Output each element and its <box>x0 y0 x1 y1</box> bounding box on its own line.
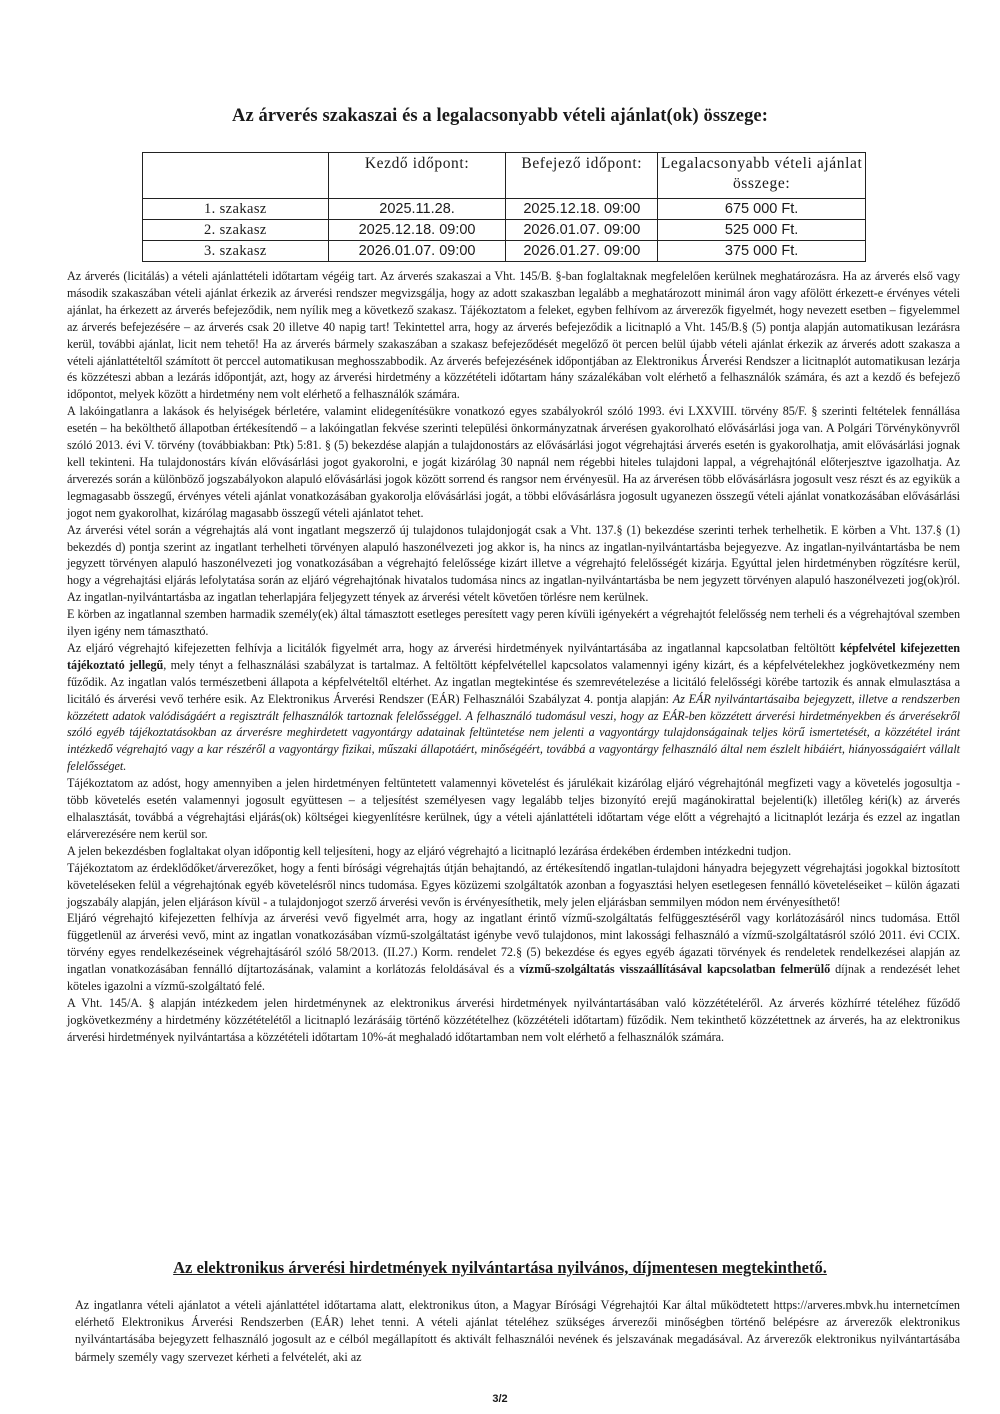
table-header-row <box>143 153 866 199</box>
paragraph-preemption-rights: A lakóingatlanra a lakások és helyiségek bérletére, valamint elidegenítésükre vonatkozó egyes szabályokról szóló 1993. évi LXXVIII. törvény 85/F. § szerinti feltételek fennállása esetén – ha bekölthető állapotban értékesítendő – a lakóingatlan fekvése szerinti települési önkormányzatnak árverésen gyakorolható elővásárlási joga van. A Polgári Törvénykönyvről szóló 2013. évi V. törvény (továbbiakban: Ptk) 5:81. § (5) bekezdése alapján a tulajdonostárs az elővásárlási jogot végrehajtási árverés esetén is gyakorolhatja, amit elővásárlási jognak kell tekinteni. Ha tulajdonostárs kíván elővásárlási jogot gyakorolni, e jogát kizárólag 30 napnál nem régebbi hiteles tulajdoni lappal, a végrehajtónál előterjesztve igazolhatja. Az árverezés során a különböző jogszabályokon alapuló elővásárlási jogok között sorrend és rangsor nem érvényesül. Ha az árverésen több elővásárlásra jogosult vesz részt és az egyikük a legmagasabb összegű, érvényes vételi ajánlat vonatkozásában gyakorolja elővásárlási jogát, a többi elővásárlásra jogosult ugyanezen összegű vételi ajánlat vonatkozásában elővásárlási jogot nem gyakorolhat, kizárólag magasabb összegű vételi ajánlatot tehet. <box>67 404 960 520</box>
paragraph-water-utility <box>67 910 960 995</box>
paragraph-other-claims: Tájékoztatom az érdeklődőket/árverezőket, hogy a fenti bírósági végrehajtás útján behajtandó, az értékesítendő ingatlan-tulajdoni hányadra bejegyzett végrehajtási jogokkal biztosított követeléseken felül a végrehajtónak egyéb követelésről nincs tudomása. Egyes közüzemi szolgáltatók azonban a fogyasztási helyen esetlegesen fennálló követeléseiket – külön ágazati jogszabály alapján, jelen eljáráson kívül - a tulajdonjogot szerző árverési vevőn is érvényesíthetik, mely jelen eljárásban semmilyen módon nem érvényesíthető! <box>67 860 960 909</box>
stage-start: 2026.01.07. 09:00 <box>328 241 506 262</box>
paragraph-auction-duration: Az árverés (licitálás) a vételi ajánlattételi időtartam végéig tart. Az árverés szakaszai a Vht. 145/B. §-ban foglaltaknak megfelelően kerülnek meghatározásra. Ha az árverés első vagy második szakaszában vételi ajánlat érkezik az árverési rendszer megvizsgálja, hogy az adott szakaszban legalább a meghatározott minimál áron vagy afölött érkezett-e érvényes vételi ajánlat, ha érkezett az árverés befejeződik, nem nyílik meg a következő szakasz. Tájékoztatom a feleket, egyben felhívom az árverezők figyelmét, hogy nevezett esetben – figyelemmel az árverés befejezésére – az árverés csak 20 illetve 40 napig tart! Tekintettel arra, hogy az árverés befejeződik a licitnapló a Vht. 145/B.§ (5) pontja alapján automatikusan lezárásra kerül, további ajánlat, licit nem tehető! Ha az árverés bármely szakaszában a szakasz befejeződését megelőző öt percen belül újabb vételi ajánlat érkezik az árverés adott szakasza a vételi ajánlattételtől számított öt perccel automatikusan meghosszabbodik. Az árverés befejezésének időpontjában az Elektronikus Árverési Rendszer a licitnaplót automatikusan lezárja és közzéteszi abban a lezárás időpontját, azt, hogy az árverési hirdetmény a közzétételi időtartam hány százalékában volt elérhető a felhasználók számára, és azt a kezdő és befejező időpontot, melyek között a hirdetmény nem volt elérhető a felhasználók számára. <box>67 269 960 402</box>
text-run-bold: vízmű-szolgáltatás visszaállításával kapcsolatban felmerülő <box>519 962 831 977</box>
stage-start: 2025.12.18. 09:00 <box>328 220 506 241</box>
paragraph-third-party-claims: E körben az ingatlannal szemben harmadik személy(ek) által támasztott esetleges peresített vagy peren kívüli igényekért a végrehajtót felelősség nem terheli és a végrehajtóval szemben ilyen igény nem támasztható. <box>67 607 960 639</box>
stage-label: 2. szakasz <box>143 220 329 241</box>
document-body <box>67 268 960 1046</box>
stage-amount: 525 000 Ft. <box>658 220 866 241</box>
text-run-italic: Az EÁR nyilvántartásaiba bejegyzett, illetve a rendszerben közzétett adatok valódiságáért a regisztrált felhasználók tartoznak felelősséggel. A felhasználó tudomásul veszi, hogy az EÁR-ben közzétett árverési hirdetményekben és árverésekről szóló egyéb tájékoztatásokban az árverésre meghirdetett vagyontárgy adatainak feltüntetése nem jelenti a vagyontárgy tulajdonságainak teljes körű ismertetését, a közzététel iránt intézkedő végrehajtó vagy a kar részéről a vagyontárgy fizikai, műszaki állapotáért, minőségéért, továbbá a vagyontárgy felhasználó által nem észlelt hibáiért, hiányosságaiért vállalt felelősséget. <box>67 691 960 774</box>
paragraph-images-notice <box>67 640 960 775</box>
auction-stages-table <box>142 152 866 262</box>
text-run: , mely tényt a felhasználási szabályzat is tartalmaz. A feltöltött képfelvétellel kapcsolatos valamennyi igény kizárt, és a képfelvételekhez jogkövetkezmény nem fűződik. Az ingatlan valós természetbeni állapota a képfelvételtől eltérhet. Az ingatlan megtekintése és szemrevételezése a licitáló felelősségi körébe tartozik és annak elmulasztása a licitáló és árverési vevő terhére esik. Az Elektronikus Árverési Rendszer (EÁR) Felhasználói Szabályzat 4. pontja alapján: <box>67 657 960 706</box>
paragraph-debtor-notice: Tájékoztatom az adóst, hogy amennyiben a jelen hirdetményen feltüntetett valamennyi követelést és járulékait kizárólag eljáró végrehajtónál megfizeti vagy a követelés jogosultja - több követelés esetén valamennyi jogosult együttesen – a teljesítést személyesen vagy legalább teljes bizonyító erejű magánokirattal bejelenti(k) illetőleg kéri(k) az árverés elhalasztását, továbbá a végrehajtási eljárás(ok) költségei kiegyenlítésre kerülnek, úgy a vételi ajánlattételi időtartam vége előtt a végrehajtó a licitnaplót lezárja és ezzel az ingatlan elárverezésére nem kerül sor. <box>67 776 960 841</box>
document-body-bottom <box>75 1297 960 1366</box>
paragraph-deadline: A jelen bekezdésben foglaltakat olyan időpontig kell teljesíteni, hogy az eljáró végrehajtó a licitnapló lezárása érdekében érdemben intézkedni tudjon. <box>67 843 792 858</box>
table-row <box>143 220 866 241</box>
paragraph-bidding-online: Az ingatlanra vételi ajánlatot a vételi ajánlattétel időtartama alatt, elektronikus úton, a Magyar Bírósági Végrehajtói Kar által működtetett https://arveres.mbvk.hu internetcímen elérhető Elektronikus Árverési Rendszerben (EÁR) lehet tenni. A vételi ajánlat tételéhez szükséges árverezői minőségben történő belépésre az árverezők elektronikus nyilvántartásába bejegyzett felhasználó jogosult az e célból megállapított és aktivált felhasználói nevének és jelszavának megadásával. Az árverezők elektronikus nyilvántartásába bármely személy vagy szervezet kérheti a felvételét, aki az <box>75 1298 960 1364</box>
table-header-stage <box>143 153 329 199</box>
stage-amount: 675 000 Ft. <box>658 199 866 220</box>
text-run-bold: képfelvétel kifejezetten tájékoztató jellegű <box>67 640 960 672</box>
table-header-amount: Legalacsonyabb vételi ajánlat összege: <box>658 153 866 199</box>
table-row <box>143 241 866 262</box>
text-run: díjnak a rendezését lehet köteles igazolni a vízmű-szolgáltató felé. <box>67 962 960 994</box>
paragraph-publication: A Vht. 145/A. § alapján intézkedem jelen hirdetménynek az elektronikus árverési hirdetmények nyilvántartásában való közzétételéről. Az árverés közhírré tételéhez fűződő jogkövetkezmény a hirdetmény közzétételétől a licitnapló lezárásáig történő közzétételhez (közzétételi időtartam) fűződik. Nem tekinthető közzétettnek az árverés, ha az elektronikus árverési hirdetmények nyilvántartása a közzétételi időtartam 10%-át meghaladó időtartamban nem volt elérhető a felhasználók számára. <box>67 995 960 1044</box>
registry-heading <box>0 1258 1000 1278</box>
page-number: 3/2 <box>492 1393 508 1405</box>
paragraph-encumbrances: Az árverési vétel során a végrehajtás alá vont ingatlant megszerző új tulajdonos tulajdonjogát csak a Vht. 137.§ (1) bekezdése szerinti terhek terhelhetik. E körben a Vht. 137.§ (1) bekezdés d) pontja szerint az ingatlant terhelheti törvényen alapuló haszonélvezeti jog akkor is, ha nincs az ingatlan-nyilvántartásba bejegyezve. Az ingatlan-nyilvántartásba be nem jegyzett törvényen alapuló haszonélvezeti jog vonatkozásában a végrehajtó felelőssége kizárt illetve a végrehajtó felelősségét kizárja. Egyúttal jelen hirdetményben rögzítésre kerül, hogy a végrehajtási eljárás lefolytatása során az eljáró végrehajtónak hivatalos tudomása nincs az ingatlan-nyilvántartásba be nem jegyzett törvényen alapuló haszonélvezeti jog(ok)ról. Az ingatlan-nyilvántartásba az ingatlan teherlapjára feljegyzett tények az árverési vételt követően törlésre nem kerülnek. <box>67 522 960 605</box>
text-run: Az eljáró végrehajtó kifejezetten felhívja a licitálók figyelmét arra, hogy az árverési hirdetmények nyilvántartásába az ingatlannal kapcsolatban feltöltött <box>67 640 840 655</box>
stage-amount: 375 000 Ft. <box>658 241 866 262</box>
stage-end: 2026.01.27. 09:00 <box>506 241 658 262</box>
registry-heading-text: Az elektronikus árverési hirdetmények nyilvántartása nyilvános, díjmentesen megtekinthető. <box>173 1258 827 1277</box>
stage-label: 1. szakasz <box>143 199 329 220</box>
text-run: Eljáró végrehajtó kifejezetten felhívja az árverési vevő figyelmét arra, hogy az ingatlant érintő vízmű-szolgáltatás felfüggesztéséről vagy korlátozásáról nincs tudomása. Ettől függetlenül az árverési vevő, mint az ingatlan vonatkozásában vízmű-szolgáltatást igénybe vevő tulajdonos, mint lakossági felhasználó a vízmű-szolgáltatásról szóló 2011. évi CCIX. törvény egyes rendelkezéseinek végrehajtásáról szóló 58/2013. (II.27.) Korm. rendelet 72.§ (5) bekezdése és egyes egyéb ágazati törvények és rendeletek rendelkezései alapján az ingatlan vonatkozásában fennálló díjtartozásának, valamint a korlátozás feloldásával és a <box>67 911 960 977</box>
stage-end: 2026.01.07. 09:00 <box>506 220 658 241</box>
document-title: Az árverés szakaszai és a legalacsonyabb vételi ajánlat(ok) összege: <box>231 106 768 126</box>
stage-end: 2025.12.18. 09:00 <box>506 199 658 220</box>
stage-start: 2025.11.28. <box>328 199 506 220</box>
table-row <box>143 199 866 220</box>
stage-label: 3. szakasz <box>143 241 329 262</box>
table-header-start: Kezdő időpont: <box>328 153 506 199</box>
table-header-end: Befejező időpont: <box>506 153 658 199</box>
